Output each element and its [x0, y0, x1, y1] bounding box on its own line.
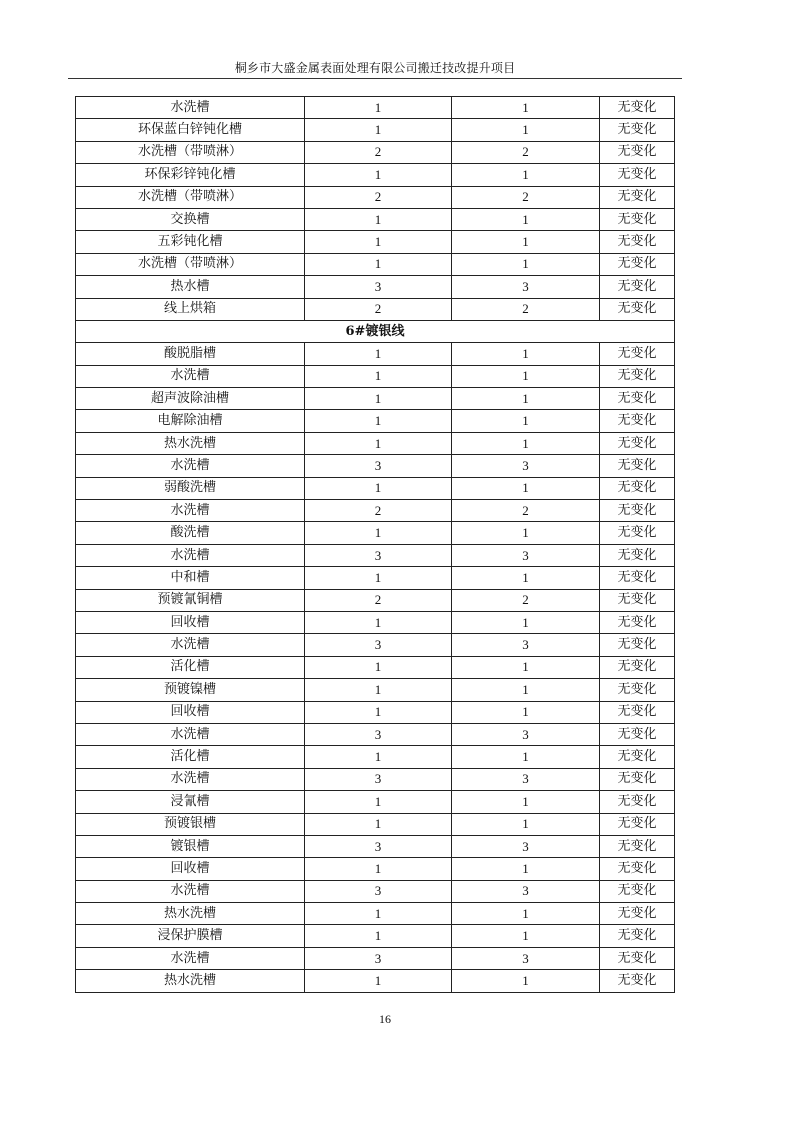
- quantity-after-cell: 3: [452, 276, 600, 298]
- table-row: [76, 970, 675, 992]
- change-status-cell: 无变化: [600, 858, 675, 880]
- quantity-after-cell: 1: [452, 477, 600, 499]
- header-divider: [68, 78, 682, 79]
- quantity-before-cell: 1: [305, 925, 452, 947]
- quantity-before-cell: 1: [305, 432, 452, 454]
- tank-name-cell: 水洗槽: [76, 455, 305, 477]
- tank-name-cell: 回收槽: [76, 701, 305, 723]
- quantity-before-cell: 3: [305, 947, 452, 969]
- quantity-before-cell: 1: [305, 477, 452, 499]
- tank-name-cell: 水洗槽（带喷淋）: [76, 253, 305, 275]
- table-row: [76, 231, 675, 253]
- tank-name-cell: 预镀镍槽: [76, 679, 305, 701]
- quantity-before-cell: 1: [305, 365, 452, 387]
- tank-name-cell: 热水洗槽: [76, 970, 305, 992]
- tank-name-cell: 水洗槽: [76, 768, 305, 790]
- quantity-after-cell: 1: [452, 791, 600, 813]
- table-row: [76, 768, 675, 790]
- table-row: [76, 589, 675, 611]
- change-status-cell: 无变化: [600, 231, 675, 253]
- change-status-cell: 无变化: [600, 455, 675, 477]
- quantity-after-cell: 2: [452, 298, 600, 320]
- change-status-cell: 无变化: [600, 97, 675, 119]
- change-status-cell: 无变化: [600, 880, 675, 902]
- quantity-after-cell: 1: [452, 925, 600, 947]
- quantity-after-cell: 3: [452, 455, 600, 477]
- tank-name-cell: 水洗槽: [76, 500, 305, 522]
- table-row: [76, 343, 675, 365]
- change-status-cell: 无变化: [600, 813, 675, 835]
- tank-name-cell: 水洗槽: [76, 544, 305, 566]
- quantity-after-cell: 2: [452, 186, 600, 208]
- tank-name-cell: 电解除油槽: [76, 410, 305, 432]
- change-status-cell: 无变化: [600, 298, 675, 320]
- table-row: [76, 164, 675, 186]
- tank-name-cell: 活化槽: [76, 746, 305, 768]
- table-row: [76, 365, 675, 387]
- section-header-row: [76, 320, 675, 342]
- quantity-before-cell: 3: [305, 455, 452, 477]
- quantity-after-cell: 2: [452, 589, 600, 611]
- tank-name-cell: 酸脱脂槽: [76, 343, 305, 365]
- change-status-cell: 无变化: [600, 656, 675, 678]
- quantity-after-cell: 1: [452, 522, 600, 544]
- quantity-before-cell: 1: [305, 164, 452, 186]
- quantity-after-cell: 1: [452, 679, 600, 701]
- table-row: [76, 253, 675, 275]
- change-status-cell: 无变化: [600, 141, 675, 163]
- quantity-after-cell: 1: [452, 410, 600, 432]
- quantity-after-cell: 1: [452, 813, 600, 835]
- quantity-before-cell: 1: [305, 522, 452, 544]
- quantity-after-cell: 2: [452, 141, 600, 163]
- table-row: [76, 858, 675, 880]
- quantity-before-cell: 3: [305, 723, 452, 745]
- quantity-before-cell: 1: [305, 343, 452, 365]
- quantity-after-cell: 3: [452, 723, 600, 745]
- tank-name-cell: 水洗槽（带喷淋）: [76, 186, 305, 208]
- quantity-before-cell: 1: [305, 656, 452, 678]
- tank-name-cell: 水洗槽: [76, 947, 305, 969]
- change-status-cell: 无变化: [600, 119, 675, 141]
- change-status-cell: 无变化: [600, 791, 675, 813]
- change-status-cell: 无变化: [600, 701, 675, 723]
- change-status-cell: 无变化: [600, 903, 675, 925]
- quantity-after-cell: 1: [452, 388, 600, 410]
- quantity-before-cell: 1: [305, 746, 452, 768]
- change-status-cell: 无变化: [600, 970, 675, 992]
- tank-name-cell: 水洗槽: [76, 723, 305, 745]
- quantity-after-cell: 1: [452, 164, 600, 186]
- quantity-before-cell: 2: [305, 589, 452, 611]
- tank-name-cell: 弱酸洗槽: [76, 477, 305, 499]
- tank-name-cell: 五彩钝化槽: [76, 231, 305, 253]
- tank-name-cell: 水洗槽: [76, 365, 305, 387]
- table-row: [76, 410, 675, 432]
- change-status-cell: 无变化: [600, 253, 675, 275]
- quantity-before-cell: 1: [305, 97, 452, 119]
- quantity-before-cell: 2: [305, 186, 452, 208]
- quantity-before-cell: 2: [305, 500, 452, 522]
- change-status-cell: 无变化: [600, 410, 675, 432]
- quantity-after-cell: 3: [452, 634, 600, 656]
- change-status-cell: 无变化: [600, 947, 675, 969]
- table-row: [76, 276, 675, 298]
- tank-name-cell: 水洗槽: [76, 97, 305, 119]
- quantity-before-cell: 3: [305, 835, 452, 857]
- quantity-after-cell: 3: [452, 544, 600, 566]
- quantity-before-cell: 1: [305, 611, 452, 633]
- quantity-before-cell: 1: [305, 791, 452, 813]
- quantity-before-cell: 1: [305, 231, 452, 253]
- quantity-before-cell: 2: [305, 298, 452, 320]
- quantity-before-cell: 1: [305, 858, 452, 880]
- change-status-cell: 无变化: [600, 746, 675, 768]
- change-status-cell: 无变化: [600, 835, 675, 857]
- quantity-after-cell: 1: [452, 858, 600, 880]
- table-row: [76, 925, 675, 947]
- table-row: [76, 903, 675, 925]
- tank-name-cell: 预镀银槽: [76, 813, 305, 835]
- tank-name-cell: 镀银槽: [76, 835, 305, 857]
- quantity-before-cell: 1: [305, 701, 452, 723]
- tank-name-cell: 超声波除油槽: [76, 388, 305, 410]
- quantity-before-cell: 1: [305, 813, 452, 835]
- change-status-cell: 无变化: [600, 477, 675, 499]
- table-row: [76, 791, 675, 813]
- table-row: [76, 432, 675, 454]
- quantity-before-cell: 1: [305, 970, 452, 992]
- equipment-table-body: [76, 97, 675, 993]
- tank-name-cell: 热水洗槽: [76, 432, 305, 454]
- quantity-after-cell: 1: [452, 567, 600, 589]
- table-row: [76, 388, 675, 410]
- quantity-before-cell: 3: [305, 544, 452, 566]
- tank-name-cell: 线上烘箱: [76, 298, 305, 320]
- table-row: [76, 947, 675, 969]
- change-status-cell: 无变化: [600, 723, 675, 745]
- quantity-after-cell: 1: [452, 701, 600, 723]
- table-row: [76, 298, 675, 320]
- tank-name-cell: 回收槽: [76, 858, 305, 880]
- table-row: [76, 679, 675, 701]
- change-status-cell: 无变化: [600, 768, 675, 790]
- quantity-after-cell: 1: [452, 97, 600, 119]
- quantity-after-cell: 2: [452, 500, 600, 522]
- quantity-after-cell: 1: [452, 208, 600, 230]
- quantity-after-cell: 1: [452, 903, 600, 925]
- quantity-before-cell: 3: [305, 768, 452, 790]
- section-label: 6#镀银线: [76, 320, 675, 342]
- table-row: [76, 141, 675, 163]
- quantity-after-cell: 1: [452, 253, 600, 275]
- tank-name-cell: 活化槽: [76, 656, 305, 678]
- quantity-after-cell: 1: [452, 231, 600, 253]
- change-status-cell: 无变化: [600, 589, 675, 611]
- quantity-before-cell: 1: [305, 253, 452, 275]
- table-row: [76, 723, 675, 745]
- tank-name-cell: 交换槽: [76, 208, 305, 230]
- quantity-after-cell: 3: [452, 947, 600, 969]
- tank-name-cell: 酸洗槽: [76, 522, 305, 544]
- tank-name-cell: 水洗槽（带喷淋）: [76, 141, 305, 163]
- change-status-cell: 无变化: [600, 432, 675, 454]
- change-status-cell: 无变化: [600, 276, 675, 298]
- table-row: [76, 522, 675, 544]
- tank-name-cell: 预镀氰铜槽: [76, 589, 305, 611]
- table-row: [76, 656, 675, 678]
- change-status-cell: 无变化: [600, 634, 675, 656]
- quantity-before-cell: 1: [305, 903, 452, 925]
- change-status-cell: 无变化: [600, 544, 675, 566]
- quantity-after-cell: 1: [452, 432, 600, 454]
- change-status-cell: 无变化: [600, 388, 675, 410]
- table-row: [76, 701, 675, 723]
- table-row: [76, 477, 675, 499]
- quantity-before-cell: 3: [305, 634, 452, 656]
- quantity-after-cell: 1: [452, 119, 600, 141]
- table-row: [76, 544, 675, 566]
- table-row: [76, 746, 675, 768]
- quantity-before-cell: 1: [305, 410, 452, 432]
- change-status-cell: 无变化: [600, 611, 675, 633]
- equipment-table: [75, 96, 675, 993]
- table-row: [76, 500, 675, 522]
- quantity-before-cell: 3: [305, 880, 452, 902]
- table-row: [76, 880, 675, 902]
- change-status-cell: 无变化: [600, 164, 675, 186]
- quantity-before-cell: 1: [305, 679, 452, 701]
- page-number: 16: [379, 1012, 391, 1026]
- table-row: [76, 835, 675, 857]
- tank-name-cell: 热水槽: [76, 276, 305, 298]
- change-status-cell: 无变化: [600, 522, 675, 544]
- tank-name-cell: 水洗槽: [76, 880, 305, 902]
- tank-name-cell: 中和槽: [76, 567, 305, 589]
- table-row: [76, 455, 675, 477]
- tank-name-cell: 浸保护膜槽: [76, 925, 305, 947]
- change-status-cell: 无变化: [600, 567, 675, 589]
- table-row: [76, 97, 675, 119]
- table-row: [76, 567, 675, 589]
- table-row: [76, 186, 675, 208]
- quantity-after-cell: 1: [452, 365, 600, 387]
- quantity-after-cell: 1: [452, 656, 600, 678]
- quantity-after-cell: 3: [452, 880, 600, 902]
- change-status-cell: 无变化: [600, 925, 675, 947]
- tank-name-cell: 热水洗槽: [76, 903, 305, 925]
- page-header-title: 桐乡市大盛金属表面处理有限公司搬迁技改提升项目: [234, 61, 516, 75]
- table-row: [76, 208, 675, 230]
- change-status-cell: 无变化: [600, 208, 675, 230]
- change-status-cell: 无变化: [600, 365, 675, 387]
- quantity-before-cell: 1: [305, 208, 452, 230]
- quantity-after-cell: 1: [452, 746, 600, 768]
- tank-name-cell: 环保彩锌钝化槽: [76, 164, 305, 186]
- tank-name-cell: 浸氰槽: [76, 791, 305, 813]
- change-status-cell: 无变化: [600, 500, 675, 522]
- quantity-before-cell: 1: [305, 567, 452, 589]
- quantity-after-cell: 1: [452, 343, 600, 365]
- table-row: [76, 611, 675, 633]
- quantity-after-cell: 1: [452, 611, 600, 633]
- tank-name-cell: 环保蓝白锌钝化槽: [76, 119, 305, 141]
- tank-name-cell: 水洗槽: [76, 634, 305, 656]
- quantity-before-cell: 3: [305, 276, 452, 298]
- table-row: [76, 119, 675, 141]
- table-row: [76, 634, 675, 656]
- change-status-cell: 无变化: [600, 186, 675, 208]
- change-status-cell: 无变化: [600, 343, 675, 365]
- tank-name-cell: 回收槽: [76, 611, 305, 633]
- quantity-before-cell: 2: [305, 141, 452, 163]
- table-row: [76, 813, 675, 835]
- change-status-cell: 无变化: [600, 679, 675, 701]
- quantity-after-cell: 3: [452, 768, 600, 790]
- quantity-after-cell: 3: [452, 835, 600, 857]
- quantity-before-cell: 1: [305, 388, 452, 410]
- quantity-before-cell: 1: [305, 119, 452, 141]
- quantity-after-cell: 1: [452, 970, 600, 992]
